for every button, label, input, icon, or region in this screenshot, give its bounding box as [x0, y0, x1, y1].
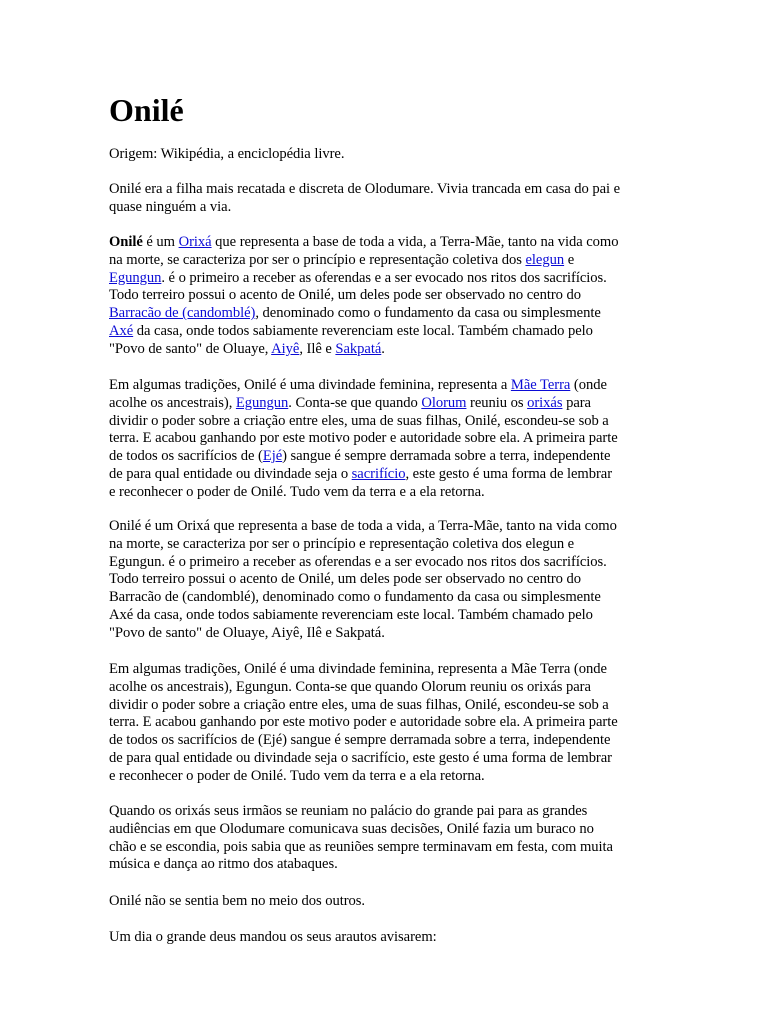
text-run: para — [562, 394, 591, 411]
paragraph-line: Todo terreiro possui o acento de Onilé, um deles pode ser observado no centro do — [109, 571, 581, 588]
paragraph-line: Barracão de (candomblé), denominado como o fundamento da casa ou simplesmente — [109, 589, 601, 606]
text-run: , Ilê e — [299, 340, 336, 357]
paragraph-line: terra. E acabou ganhando por este motivo poder e autoridade sobre ela. A primeira parte — [109, 430, 618, 447]
text-run: , este gesto é uma forma de lembrar — [405, 465, 613, 482]
text-run: da casa, onde todos sabiamente reverenciam este local. Também chamado pelo — [133, 322, 593, 339]
text-run: é um — [142, 234, 179, 250]
paragraph-4 — [109, 661, 661, 786]
paragraph-line — [109, 305, 661, 323]
link-axe[interactable]: Axé — [109, 322, 134, 339]
paragraph-line: de para qual entidade ou divindade seja o sacrifício, este gesto é uma forma de lembrar — [109, 749, 612, 766]
paragraph-line — [109, 252, 661, 270]
paragraph-line: e reconhecer o poder de Onilé. Tudo vem da terra e a ela retorna. — [109, 767, 485, 784]
paragraph-5 — [109, 803, 661, 874]
paragraph-line: dividir o poder sobre a criação entre eles, uma de suas filhas, Onilé, escondeu-se sob a — [109, 412, 609, 429]
text-run: de todos os sacrifícios de ( — [109, 448, 263, 465]
text-run: , denominado como o fundamento da casa ou simplesmente — [255, 305, 601, 322]
text-run: "Povo de santo" de Oluaye, — [109, 340, 272, 357]
text-run: . Conta-se que quando — [288, 394, 422, 411]
paragraph-line — [109, 448, 661, 466]
paragraph-1 — [109, 234, 661, 359]
link-eje[interactable]: Ejé — [262, 448, 283, 465]
paragraph-line — [109, 377, 661, 395]
bold-term: Onilé — [109, 234, 143, 250]
text-run: acolhe os ancestrais), — [109, 394, 236, 411]
paragraph-line — [109, 270, 661, 288]
paragraph-line — [109, 341, 661, 359]
link-elegun[interactable]: elegun — [525, 251, 565, 268]
link-aiye[interactable]: Aiyê — [271, 340, 300, 357]
text-run: . é o primeiro a receber as oferendas e a ser evocado nos ritos dos sacrifícios. — [161, 269, 607, 286]
paragraph-line: terra. E acabou ganhando por este motivo poder e autoridade sobre ela. A primeira parte — [109, 714, 618, 731]
paragraph-line: de todos os sacrifícios de (Ejé) sangue é sempre derramada sobre a terra, independente — [109, 732, 611, 749]
paragraph-7 — [109, 929, 661, 947]
text-run: na morte, se caracteriza por ser o princípio e representação coletiva dos — [109, 251, 526, 268]
paragraph-line: Onilé era a filha mais recatada e discreta de Olodumare. Vivia trancada em casa do pai e — [109, 181, 621, 197]
intro-paragraph — [109, 181, 661, 217]
paragraph-line: quase ninguém a via. — [109, 198, 232, 215]
paragraph-line: Todo terreiro possui o acento de Onilé, um deles pode ser observado no centro do — [109, 287, 581, 304]
text-run: . — [381, 340, 385, 357]
paragraph-line: Onilé não se sentia bem no meio dos outros. — [109, 893, 366, 909]
text-run: de para qual entidade ou divindade seja o — [109, 465, 352, 482]
link-mae-terra[interactable]: Mãe Terra — [510, 377, 571, 393]
paragraph-line — [109, 466, 661, 484]
link-orixas[interactable]: orixás — [527, 394, 563, 411]
paragraph-line — [109, 234, 661, 252]
paragraph-line: audiências em que Olodumare comunicava suas decisões, Onilé fazia um buraco no — [109, 820, 594, 837]
link-egungun[interactable]: Egungun — [109, 269, 162, 286]
origin-line — [109, 146, 661, 164]
text-run: ) sangue é sempre derramada sobre a terra, independente — [282, 448, 611, 465]
link-orixa[interactable]: Orixá — [178, 234, 212, 250]
link-sacrificio[interactable]: sacrifício — [351, 465, 406, 482]
link-olorum[interactable]: Olorum — [421, 394, 467, 411]
text-run: que representa a base de toda a vida, a Terra-Mãe, tanto na vida como — [211, 234, 619, 250]
paragraph-line — [109, 395, 661, 413]
paragraph-line: dividir o poder sobre a criação entre eles, uma de suas filhas, Onilé, escondeu-se sob a — [109, 696, 609, 713]
paragraph-6 — [109, 893, 661, 911]
paragraph-line: Em algumas tradições, Onilé é uma divindade feminina, representa a Mãe Terra (onde — [109, 661, 607, 677]
paragraph-line: "Povo de santo" de Oluaye, Aiyê, Ilê e Sakpatá. — [109, 624, 385, 641]
paragraph-line: música e dança ao ritmo dos atabaques. — [109, 856, 338, 873]
text-run: reuniu os — [466, 394, 528, 411]
paragraph-line: Egungun. é o primeiro a receber as oferendas e a ser evocado nos ritos dos sacrifícios. — [109, 553, 607, 570]
paragraph-2 — [109, 377, 661, 502]
text-run: e — [564, 251, 575, 268]
paragraph-line: e reconhecer o poder de Onilé. Tudo vem da terra e a ela retorna. — [109, 483, 485, 500]
paragraph-line — [109, 323, 661, 341]
link-barracao[interactable]: Barracão de (candomblé) — [109, 305, 256, 322]
paragraph-3 — [109, 518, 661, 643]
paragraph-line: Onilé é um Orixá que representa a base de toda a vida, a Terra-Mãe, tanto na vida como — [109, 518, 617, 534]
paragraph-line: acolhe os ancestrais), Egungun. Conta-se que quando Olorum reuniu os orixás para — [109, 678, 591, 695]
paragraph-line: Um dia o grande deus mandou os seus arautos avisarem: — [109, 929, 437, 945]
text-run: (onde — [570, 377, 607, 393]
paragraph-line: Axé da casa, onde todos sabiamente reverenciam este local. Também chamado pelo — [109, 606, 593, 623]
link-egungun[interactable]: Egungun — [235, 394, 289, 411]
link-sakpata[interactable]: Sakpatá — [335, 340, 382, 357]
paragraph-line: chão e se escondia, pois sabia que as reuniões sempre terminavam em festa, com muita — [109, 838, 613, 855]
origin-text: Origem: Wikipédia, a enciclopédia livre. — [109, 146, 345, 162]
page-title: Onilé — [109, 92, 184, 128]
paragraph-line: Quando os orixás seus irmãos se reuniam no palácio do grande pai para as grandes — [109, 803, 588, 819]
paragraph-line: na morte, se caracteriza por ser o princípio e representação coletiva dos elegun e — [109, 535, 575, 552]
text-run: Em algumas tradições, Onilé é uma divindade feminina, representa a — [109, 377, 511, 393]
